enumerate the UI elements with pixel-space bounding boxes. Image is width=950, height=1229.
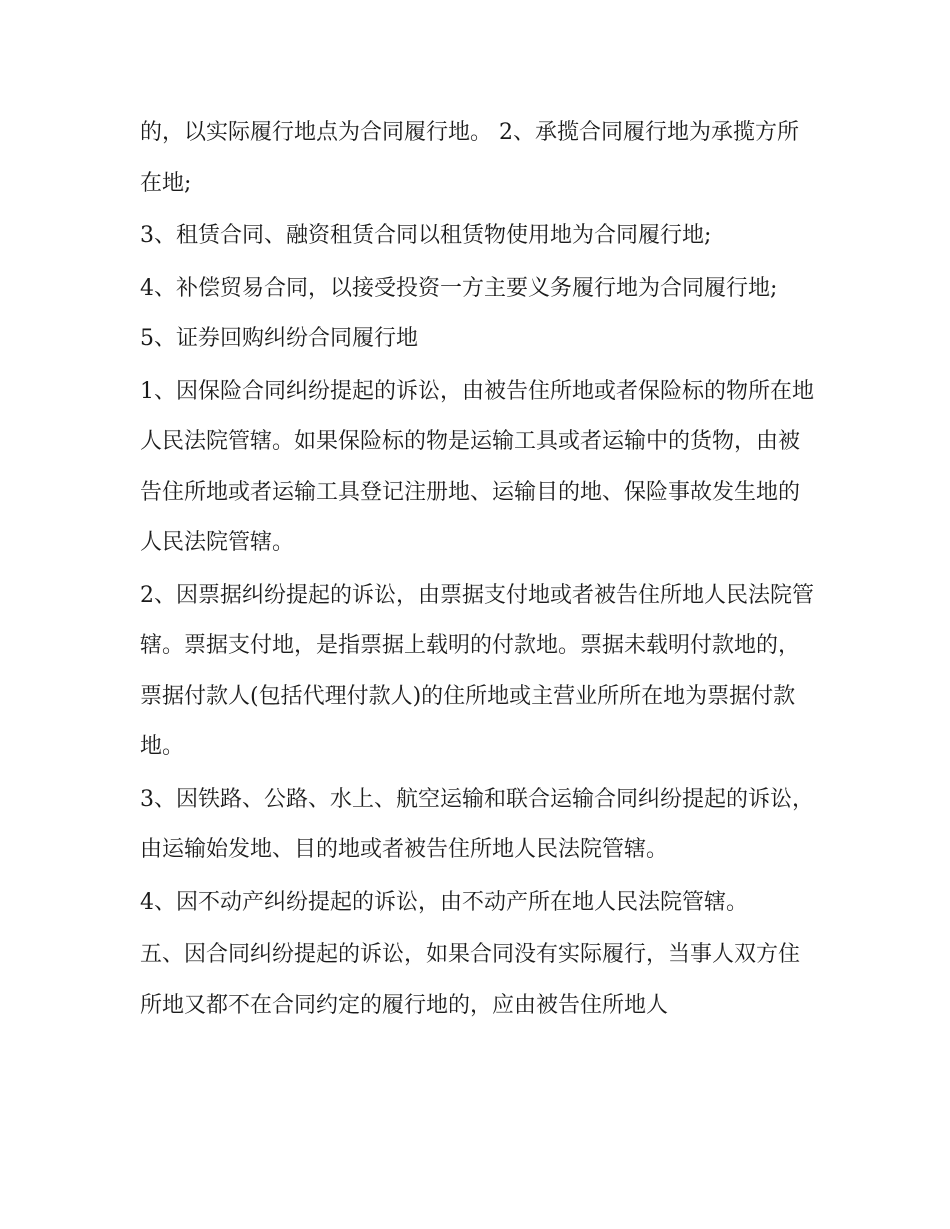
paragraph-leasing-contract: 3、租赁合同、融资租赁合同以租赁物使用地为合同履行地;: [140, 223, 712, 248]
paragraph-bill-dispute: 2、因票据纠纷提起的诉讼，由票据支付地或者被告住所地人民法院管辖。票据支付地，是指票据上载明的付款地。票据未载明付款地的，票据付款人(包括代理付款人)的住所地或主营业所所在地为票据付款地。: [140, 582, 814, 759]
paragraph-performance-place-contracting: 的，以实际履行地点为合同履行地。 2、承揽合同履行地为承揽方所在地;: [140, 120, 799, 196]
paragraph-real-estate-dispute: 4、因不动产纠纷提起的诉讼，由不动产所在地人民法院管辖。: [140, 889, 748, 915]
paragraph-compensation-trade: 4、补偿贸易合同，以接受投资一方主要义务履行地为合同履行地; 5、证券回购纠纷合同履行地: [140, 275, 778, 351]
document-body: [140, 108, 820, 1033]
paragraph-section-five: 五、因合同纠纷提起的诉讼，如果合同没有实际履行，当事人双方住所地又都不在合同约定的履行地的，应由被告住所地人: [140, 942, 801, 1018]
paragraph-transport-dispute: 3、因铁路、公路、水上、航空运输和联合运输合同纠纷提起的诉讼，由运输始发地、目的地或者被告住所地人民法院管辖。: [140, 786, 814, 862]
paragraph-insurance-dispute: 1、因保险合同纠纷提起的诉讼，由被告住所地或者保险标的物所在地人民法院管辖。如果保险标的物是运输工具或者运输中的货物，由被告住所地或者运输工具登记注册地、运输目的地、保险事故发生地的人民法院管辖。: [140, 378, 814, 555]
